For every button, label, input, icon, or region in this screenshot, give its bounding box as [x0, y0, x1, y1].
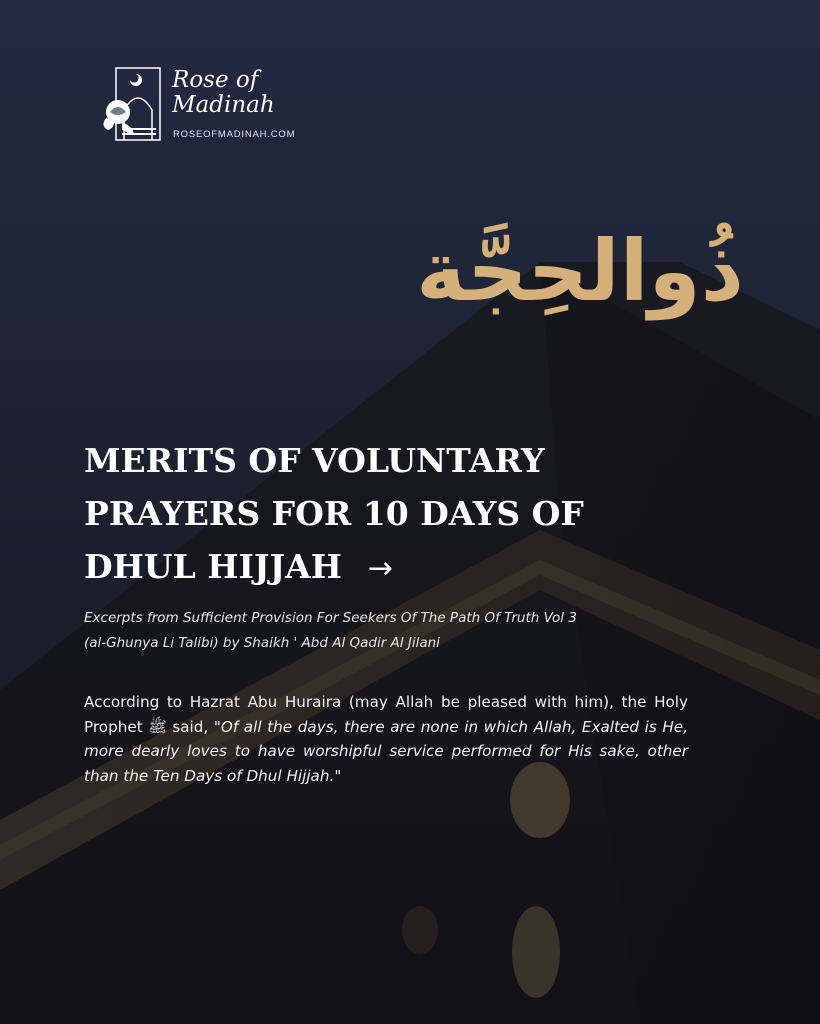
- headline-line-3-text: DHUL HIJJAH: [84, 547, 342, 586]
- rose-dome-icon: [100, 66, 166, 142]
- headline-line-2: PRAYERS FOR 10 DAYS OF: [84, 494, 584, 533]
- brand-logo[interactable]: [100, 66, 310, 146]
- excerpt-line-2: (al-Ghunya Li Talibi) by Shaikh ' Abd Al Qadir Al Jilani: [84, 635, 440, 651]
- brand-name: Rose of Madinah: [172, 67, 275, 118]
- arrow-right-icon[interactable]: →: [367, 551, 394, 586]
- headline-line-3: [84, 540, 684, 595]
- dhul-hijjah-calligraphy: ذُوالحِجَّة: [416, 222, 744, 320]
- excerpt-line-1: Excerpts from Sufficient Provision For Seekers Of The Path Of Truth Vol 3: [84, 610, 577, 626]
- hadith-paragraph: [84, 690, 688, 788]
- excerpt-source: [84, 606, 704, 656]
- hadith-quote: Of all the days, there are none in which Allah, Exalted is He, more dearly loves to have worshipful service performed for His sake, other than the Ten Days of Dhul Hijjah.": [84, 717, 688, 785]
- brand-url[interactable]: ROSEOFMADINAH.COM: [173, 129, 296, 140]
- headline-line-1: MERITS OF VOLUNTARY: [84, 441, 545, 480]
- hadith-intro: According to Hazrat Abu Huraira (may Allah be pleased with him), the Holy Prophet ﷺ said, ": [84, 693, 688, 736]
- headline: [84, 434, 684, 595]
